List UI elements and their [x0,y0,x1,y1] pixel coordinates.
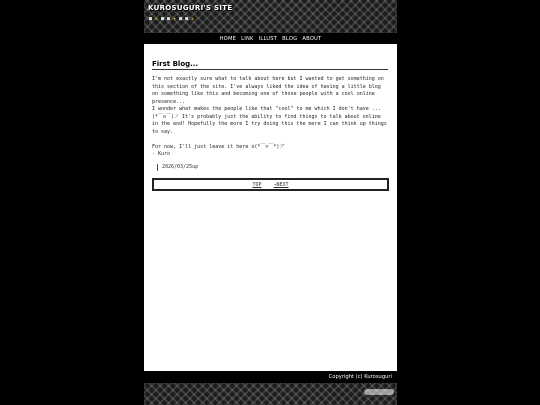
nav-item-illust[interactable]: ILLUST [258,35,278,42]
square-icon: ■ [149,16,153,22]
nav-item-blog[interactable]: BLOG [282,35,298,42]
nav-item-home[interactable]: HOME [219,35,237,42]
square-icon: ■ [167,16,171,22]
nav-item-link[interactable]: LINK [241,35,254,42]
star-icon: ★ [173,16,177,22]
paragraph-gap [152,136,388,144]
site-footer [144,371,397,383]
square-icon: ■ [161,16,165,22]
site-header [144,0,397,33]
post-date: 2026/03/25up [157,164,198,171]
square-icon: ■ [185,16,189,22]
footer-pattern [144,383,397,405]
footer-badge [364,389,394,395]
nav-item-about[interactable]: ABOUT [302,35,322,42]
page-wrapper [144,0,397,405]
top-link[interactable]: TOP [252,181,262,188]
post-signature: - Kuro [152,151,171,157]
star-icon: ★ [155,16,159,22]
main-nav [144,33,397,44]
content-panel [144,44,397,371]
post-paragraph: For now, I'll just leave it here o(*￣▽￣*)ブ [152,143,285,150]
square-icon: ■ [179,16,183,22]
next-link[interactable]: →NEXT [273,181,289,188]
post-paragraph: I wonder what makes the people like that "cool" to me which I don't have ... (*￣o￣)ノ It's probably just the ability to find things to talk about online in the end! Hopefully the more I try doing this the more I can think up things to say. [152,106,387,135]
copyright-text: Copyright (c) Kurosuguri [328,374,392,380]
site-title: KUROSUGURI'S SITE [148,4,233,12]
post-pager [152,178,389,191]
star-icon: ★ [191,16,195,22]
post-paragraph: I'm not exactly sure what to talk about here but I wanted to get something on this section of the site. I've always liked the idea of having a little blog on something like this and becoming one of those people with a cool online presence... [152,76,384,105]
header-decoration [149,17,194,22]
post-title: First Blog... [152,60,388,70]
post-body [152,76,388,159]
